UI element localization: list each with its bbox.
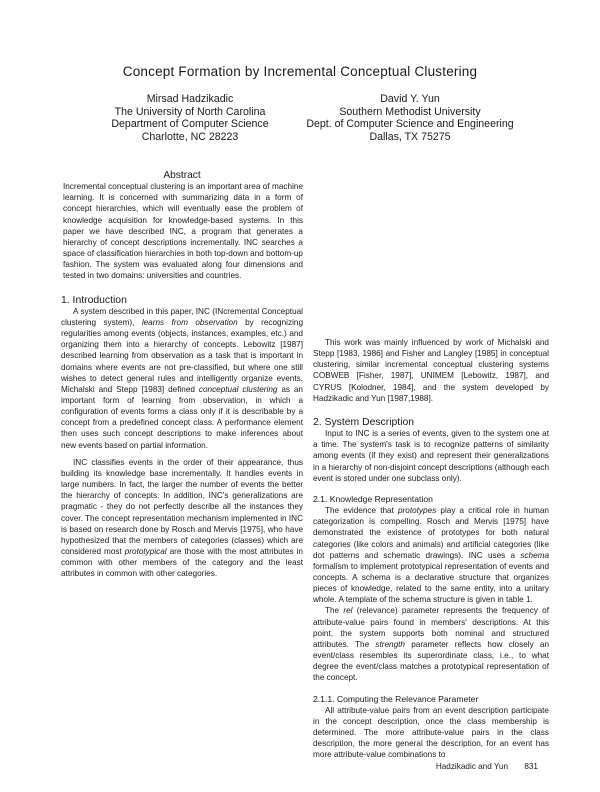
- text-segment: formalism to implement prototypical representation of events and concepts. A schema is a declarative structure that organizes pieces of knowledge, related to the same entity, into a unitary whole. A template of the schema structure is given in table 1.: [313, 561, 549, 605]
- author-location: Dallas, TX 75275: [369, 130, 451, 143]
- text-segment: parameter reflects how closely an event/class resembles its superordinate class, i.e., to what degree the event/class matches a prototypical representation of the concept.: [313, 639, 550, 683]
- text-segment: are those with the most attributes in common with other members of the category and the least attributes in common with other categories.: [61, 547, 303, 579]
- emphasis-text: schema: [520, 550, 549, 560]
- right-column: [313, 170, 549, 760]
- relevance-heading: 2.1.1. Computing the Relevance Parameter: [313, 693, 479, 704]
- emphasis-text: conceptual clustering: [198, 384, 278, 394]
- author-department: Department of Computer Science: [111, 118, 269, 130]
- column-continuation-space: [313, 170, 549, 337]
- text-segment: The: [325, 606, 344, 616]
- text-segment: by recognizing regularities among events (objects, instances, examples, etc.) and organizing them into a hierarchy of concepts. Lebowitz [1987] described learning from observation as a task that is important in domains where events are not pre-classified, but where one still wishes to detect general rules and intelligently organize events. Michalski and Stepp [1983] defined: [61, 317, 304, 394]
- emphasis-text: rel: [343, 606, 353, 616]
- running-head: Hadzikadic and Yun: [435, 762, 509, 771]
- intro-paragraph-3: This work was mainly influenced by work of Michalski and Stepp [1983, 1986] and Fisher and Langley [1985] in conceptual clustering, similar incremental conceptual clustering systems COBWEB [Fisher, 1987], UNIMEM [Lebowitz, 1987], and CYRUS [Kolodner, 1984], and the system developed by Hadzikadic and Yun [1987,1988].: [313, 338, 549, 403]
- emphasis-text: strength: [375, 639, 405, 649]
- text-segment: (relevance) parameter represents the frequency of attribute-value pairs found in members' descriptions. At this point, the system supports both nominal and structured attributes. The: [313, 606, 549, 649]
- text-segment: INC classifies events in the order of their appearance, thus building its knowledge base incrementally. It handles events in large numbers. In fact, the larger the number of events the better the hierarchy of concepts. In addition, INC's generalizations are pragmatic - they do not perfectly describe all the instances they cover. The concept representation mechanism implemented in INC is based on research done by Rosch and Mervis [1975], who have hypothesized that the members of categories (classes) which are considered most: [61, 457, 303, 556]
- knowledge-paragraph-2: [313, 605, 549, 683]
- author-name: Mirsad Hadzikadic: [146, 93, 234, 105]
- author-name: David Y. Yun: [380, 93, 440, 105]
- page-footer: [422, 762, 538, 771]
- emphasis-text: prototypical: [124, 547, 167, 556]
- text-segment: as an important form of learning from observation, in which a configuration of events forms a class only if it is describable by a concept from a predefined concept class. A performance element then uses such concept descriptions to make inferences about new events based on partial information.: [61, 384, 303, 450]
- author-department: Dept. of Computer Science and Engineering: [306, 118, 514, 130]
- text-segment: The evidence that: [325, 506, 398, 516]
- relevance-paragraph-1: All attribute-value pairs from an event description participate in the concept description, once the class membership is determined. The more attribute-value pairs in the class description, the more general the description, for an event has more attribute-value combinations to: [313, 705, 549, 760]
- system-heading: 2. System Description: [313, 416, 415, 428]
- author-affiliation: Southern Methodist University: [339, 105, 481, 118]
- intro-paragraph-1: [61, 306, 303, 451]
- author-block-1: [90, 93, 290, 143]
- left-column: [61, 170, 303, 579]
- text-segment: A system described in this paper, INC (INcremental Conceptual clustering system),: [61, 306, 303, 327]
- knowledge-paragraph-1: [313, 505, 549, 605]
- emphasis-text: learns from observation: [141, 317, 238, 327]
- abstract-text: Incremental conceptual clustering is an important area of machine learning. It is concerned with summarizing data in a form of concept hierarchies, which will eventually ease the problem of knowledge acquisition for knowledge-based systems. In this paper we have described INC, a program that generates a hierarchy of concept descriptions incrementally. INC searches a space of classification hierarchies in both top-down and bottom-up fashion. The system was evaluated along four dimensions and tested in two domains: universities and countries.: [63, 182, 303, 281]
- intro-paragraph-2: [61, 457, 303, 580]
- author-location: Charlotte, NC 28223: [141, 130, 239, 143]
- author-affiliation: The University of North Carolina: [114, 105, 266, 118]
- knowledge-heading: 2.1. Knowledge Representation: [313, 493, 433, 504]
- emphasis-text: prototypes: [398, 506, 437, 516]
- author-block-2: [270, 93, 550, 143]
- paper-title: Concept Formation by Incremental Conceptual Clustering: [122, 64, 478, 79]
- text-segment: play a critical role in human categorization is compelling. Rosch and Mervis [1975] have demonstrated the existence of prototypes for both natural categories (like colors and animals) and artificial categories (like dot patterns and schematic drawings). INC uses a: [313, 506, 549, 560]
- page-number: 831: [524, 762, 538, 771]
- abstract-heading: Abstract: [163, 170, 201, 181]
- system-paragraph-1: Input to INC is a series of events, given to the system one at a time. The system's task is to recognize patterns of similarity among events (if they exist) and represent their generalizations in a hierarchy of non-disjoint concept descriptions (although each event is stored under one subclass only).: [313, 429, 549, 483]
- intro-heading: 1. Introduction: [61, 294, 127, 306]
